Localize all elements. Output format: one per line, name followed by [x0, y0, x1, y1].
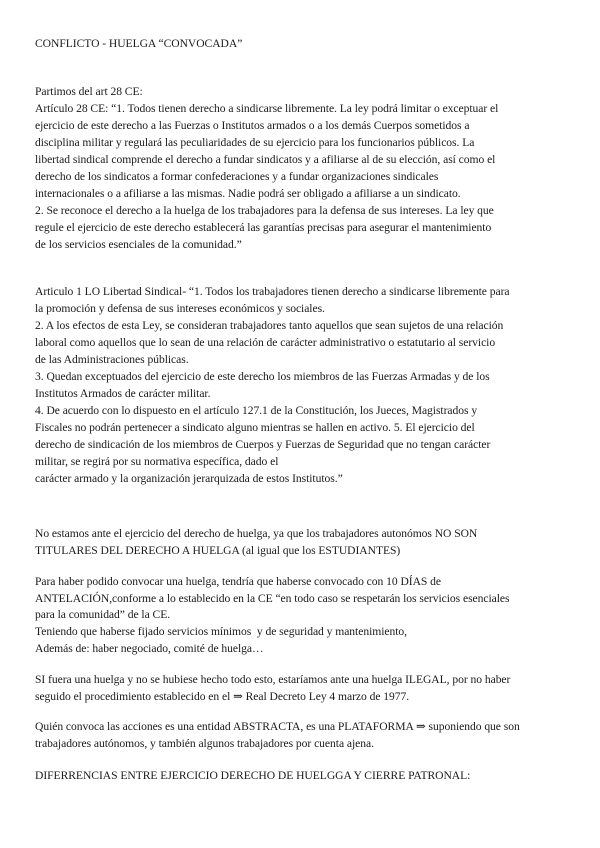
paragraph-line: trabajadores autónomos, y también algunos trabajadores por cuenta ajena. [35, 737, 374, 750]
art28-line: libertad sindical comprende el derecho a fundar sindicatos y a afiliarse al de su elección, así como el [35, 153, 496, 166]
art28-line: 2. Se reconoce el derecho a la huelga de los trabajadores para la defensa de sus intereses. La ley que [35, 204, 494, 217]
paragraph-line: seguido el procedimiento establecido en el ⇒ Real Decreto Ley 4 marzo de 1977. [35, 690, 410, 703]
document-title: CONFLICTO - HUELGA “CONVOCADA” [35, 37, 243, 50]
art28-line: internacionales o a afiliarse a las mismas. Nadie podrá ser obligado a afiliarse a un sindicato. [35, 187, 461, 200]
art28-line: derecho de los sindicatos a formar confederaciones y a fundar organizaciones sindicales [35, 170, 439, 183]
art28-line: Artículo 28 CE: “1. Todos tienen derecho a sindicarse libremente. La ley podrá limitar o exceptuar el [35, 102, 499, 115]
lols-line: carácter armado y la organización jerarquizada de estos Institutos.” [35, 472, 343, 485]
lols-line: derecho de sindicación de los miembros de Cuerpos y Fuerzas de Seguridad que no tengan carácter [35, 438, 491, 451]
paragraph-line: TITULARES DEL DERECHO A HUELGA (al igual que los ESTUDIANTES) [35, 544, 401, 557]
lols-line: militar, se regirá por su normativa específica, dado el [35, 455, 279, 468]
section-heading: DIFERRENCIAS ENTRE EJERCICIO DERECHO DE HUELGGA Y CIERRE PATRONAL: [35, 769, 471, 782]
lols-line: la promoción y defensa de sus intereses económicos y sociales. [35, 302, 325, 315]
paragraph-line: Quién convoca las acciones es una entidad ABSTRACTA, es una PLATAFORMA ⇒ suponiendo que son [35, 720, 520, 733]
lols-line: 3. Quedan exceptuados del ejercicio de este derecho los miembros de las Fuerzas Armadas y de los [35, 370, 490, 383]
lols-line: laboral como aquellos que lo sean de una relación de carácter administrativo o estatutario al servicio [35, 336, 496, 349]
lols-line: de las Administraciones públicas. [35, 353, 189, 366]
art28-line: de los servicios esenciales de la comunidad.” [35, 238, 242, 251]
lols-line: 2. A los efectos de esta Ley, se consideran trabajadores tanto aquellos que sean sujetos de una relación [35, 319, 504, 332]
art28-line: ejercicio de este derecho a las Fuerzas o Institutos armados o a los demás Cuerpos sometidos a [35, 119, 470, 132]
paragraph-line: Para haber podido convocar una huelga, tendría que haberse convocado con 10 DÍAS de [35, 575, 441, 588]
lols-line: Fiscales no podrán pertenecer a sindicato alguno mientras se hallen en activo. 5. El ejercicio del [35, 421, 475, 434]
art28-line: disciplina militar y regulará las peculiaridades de su ejercicio para los funcionarios públicos. La [35, 136, 475, 149]
lols-line: Institutos Armados de carácter militar. [35, 387, 211, 400]
lols-line: Articulo 1 LO Libertad Sindical- “1. Todos los trabajadores tienen derecho a sindicarse libremente para [35, 285, 510, 298]
paragraph-line: ANTELACIÓN,conforme a lo establecido en la CE “en todo caso se respetarán los servicios esenciales [35, 592, 510, 605]
lols-line: 4. De acuerdo con lo dispuesto en el artículo 127.1 de la Constitución, los Jueces, Magistrados y [35, 404, 478, 417]
art28-line: regule el ejercicio de este derecho establecerá las garantías precisas para asegurar el mantenimiento [35, 221, 492, 234]
paragraph-line: No estamos ante el ejercicio del derecho de huelga, ya que los trabajadores autonómos NO SON [35, 527, 478, 540]
paragraph-line: Además de: haber negociado, comité de huelga… [35, 642, 264, 655]
paragraph-line: SI fuera una huelga y no se hubiese hecho todo esto, estaríamos ante una huelga ILEGAL, por no haber [35, 673, 511, 686]
art28-line: Partimos del art 28 CE: [35, 85, 143, 98]
paragraph-line: Teniendo que haberse fijado servicios mínimos y de seguridad y mantenimiento, [35, 625, 407, 638]
paragraph-line: para la comunidad” de la CE. [35, 608, 171, 621]
